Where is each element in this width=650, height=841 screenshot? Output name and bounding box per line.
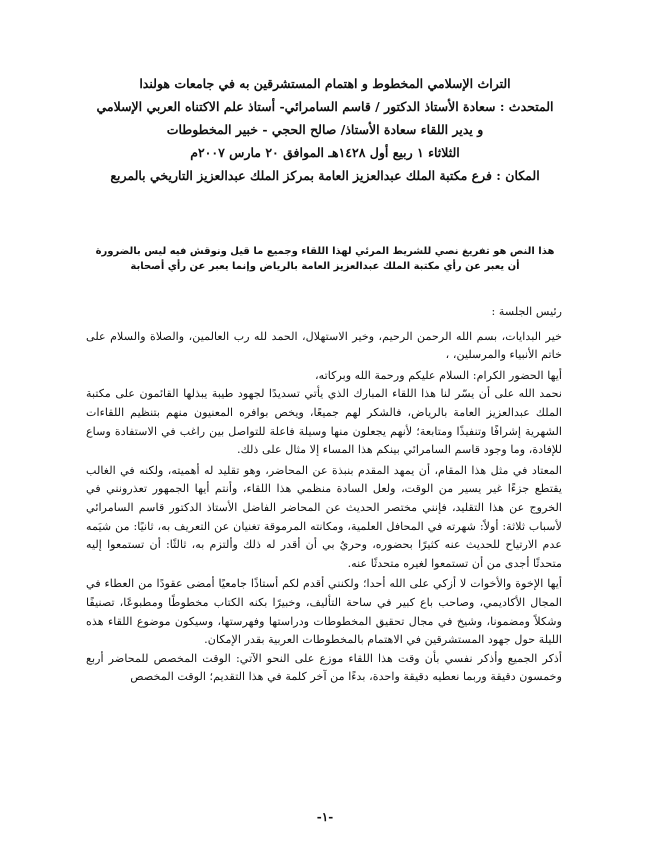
- paragraph: المعتاد في مثل هذا المقام، أن يمهد المقدم بنبذة عن المحاضر، وهو تقليد له أهميته، ولكنه في الغالب يقتطع جزءًا غير يسير من الوقت، ولعل السادة منظمي هذا اللقاء، وأنتم أيها الجمهور تعذرونني في الخروج عن هذا التقليد، فإنني مختصر الحديث عن المحاضر الفاضل الأستاذ الدكتور قاسم السامرائي لأسباب ثلاثة: أولاً: شهرته في المحافل العلمية، ومكانته المرموقة تغنيان عن التعريف به، ثانيًا: من شيَمه عدم الارتياح للحديث عنه كثيرًا بحضوره، وحريٌ بي أن أقدر له ذلك وألتزم به، ثالثًا: أن تستمعوا إليه متحدثًا أجدى من أن تستمعوا لغيره متحدثًا عنه.: [86, 463, 562, 570]
- lecture-title: التراث الإسلامي المخطوط و اهتمام المستشرقين به في جامعات هولندا: [139, 76, 511, 91]
- transcript-body: [86, 303, 562, 687]
- paragraph: أيها الحضور الكرام: السلام عليكم ورحمة الله وبركاته،: [314, 368, 562, 382]
- disclaimer-line-2: أن يعبر عن رأي مكتبة الملك عبدالعزيز العامة بالرياض وإنما يعبر عن رأي أصحابة: [130, 261, 520, 272]
- paragraph: نحمد الله على أن يسّر لنا هذا اللقاء المبارك الذي يأتي تسديدًا لجهود طيبة يبذلها القائمون على مكتبة الملك عبدالعزيز العامة بالرياض، فالشكر لهم جميعًا، ويخص بوافره المعنيون منهم بتنظيم اللقاءات الشهرية إشرافًا وتنفيذًا ومتابعة؛ لأنهم يجعلون منها وسيلة فاعلة للتواصل بين راغب في الاستفادة وساع للإفادة، وما وجود قاسم السامرائي بينكم هذا المساء إلا مثال على ذلك.: [86, 387, 562, 457]
- paragraph: أذكر الجميع وأذكر نفسي بأن وقت هذا اللقاء موزع على النحو الآتي: الوقت المخصص للمحاضر أربع وخمسون دقيقة وربما نعطيه دقيقة واحدة، بدءًا من آخر كلمة في هذا التقديم؛ الوقت المخصص: [86, 651, 562, 684]
- page-number: -١-: [316, 810, 334, 824]
- place-line: المكان : فرع مكتبة الملك عبدالعزيز العامة بمركز الملك عبدالعزيز التاريخي بالمربع: [110, 168, 540, 183]
- paragraph: خير البدايات، بسم الله الرحمن الرحيم، وخير الاستهلال، الحمد لله رب العالمين، والصلاة والسلام على خاتم الأنبياء والمرسلين، ،: [86, 329, 562, 362]
- speaker-line: المتحدث : سعادة الأستاذ الدكتور / قاسم السامرائي- أستاذ علم الاكتناه العربي الإسلامي: [96, 99, 554, 114]
- disclaimer-note: [95, 244, 555, 274]
- disclaimer-line-1: هذا النص هو تفريغ نصي للشريط المرئي لهذا اللقاء وجميع ما قيل ونوقش فيه ليس بالضرورة: [95, 246, 555, 257]
- paragraph: أيها الإخوة والأخوات لا أزكي على الله أحدا؛ ولكنني أقدم لكم أستاذًا جامعيًا أمضى عقودًا من العطاء في المجال الأكاديمي، وصاحب باع كبير في ساحة التأليف، وخبيرًا بكنه الكتاب مخطوطًا ومطبوعًا، تصنيفًا وشكلاً ومضمونا، وشيخ في مجال تحقيق المخطوطات ودراستها وفهرستها، وسيكون موضوع اللقاء هذه الليلة حول جهود المستشرقين في الاهتمام بالمخطوطات العربية بقدر الإمكان.: [86, 577, 562, 647]
- moderator-line: و يدير اللقاء سعادة الأستاذ/ صالح الحجي - خبير المخطوطات: [166, 122, 484, 137]
- date-line: الثلاثاء ١ ربيع أول ١٤٢٨هـ الموافق ٢٠ مارس ٢٠٠٧م: [190, 145, 460, 160]
- speaker-label: رئيس الجلسة :: [491, 305, 562, 318]
- lecture-header: [70, 72, 580, 187]
